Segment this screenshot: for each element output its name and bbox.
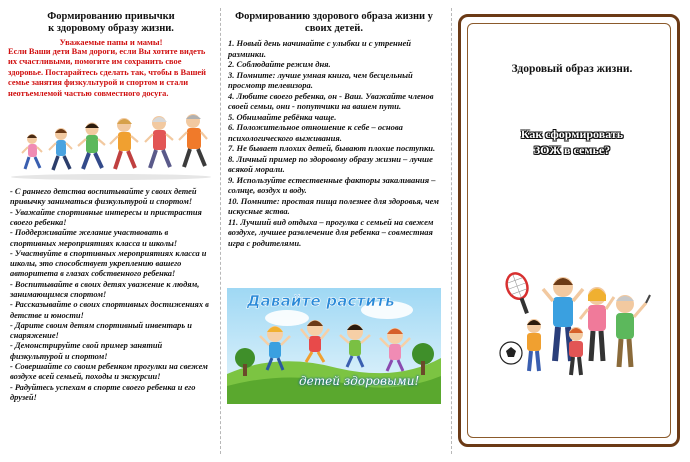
list-item: - Дарите своим детям спортивный инвентарь и снаряжение!: [10, 320, 192, 341]
banner-top-text: Давайте растить: [247, 292, 395, 310]
healthy-tips-list: [222, 38, 446, 248]
intro-text: Если Ваши дети Вам дороги, если Вы хотите видеть их счастливыми, помогите им сохранить свое здоровье. Постарайтесь сделать так, чтобы в Вашей семье занятия физкультурой и спортом и стали неотъемлемой частью совместного досуга.: [8, 47, 206, 98]
fold-line-2: [451, 8, 452, 454]
list-item: 10. Помните: простая пища полезнее для здоровья, чем искусные яства.: [228, 195, 439, 216]
list-item: - Поддерживайте желание участвовать в спортивных мероприятиях класса и школы!: [10, 228, 178, 248]
running-family-illustration: [4, 107, 218, 181]
sport-family-illustration: [495, 267, 655, 387]
panel1-title: [4, 11, 218, 35]
panel1-title-line1: Формированию привычки: [47, 11, 175, 22]
list-item: 9. Используйте естественные факторы закаливания – солнце, воздух и воду.: [228, 174, 436, 195]
healthy-kids-illustration: [227, 288, 441, 404]
left-panel: [4, 0, 218, 462]
fold-line-1: [220, 8, 221, 454]
list-item: 2. Соблюдайте режим дня.: [228, 59, 331, 69]
greeting: Уважаемые папы и мамы!: [59, 37, 163, 47]
list-item: 4. Любите своего ребенка, он - Ваш. Уважайте членов своей семьи, они - попутчики на вашем пути.: [228, 90, 434, 111]
list-item: 5. Обнимайте ребёнка чаще.: [228, 111, 337, 122]
banner-bottom-text: детей здоровыми!: [299, 374, 420, 388]
list-item: - Уважайте спортивные интересы и пристрастия своего ребенка!: [10, 207, 202, 227]
runners-image: [4, 107, 218, 181]
cover-subtitle-line1: Как сформировать: [520, 127, 624, 141]
panel2-title: [222, 11, 446, 35]
list-item: 8. Личный пример по здоровому образу жизни – лучше всякой морали.: [228, 153, 433, 174]
parent-tips-list: [4, 187, 218, 403]
panel1-title-line2: к здоровому образу жизни.: [48, 23, 174, 34]
decorative-frame: [458, 14, 680, 447]
family-sport-image: [495, 267, 655, 387]
list-item: 1. Новый день начинайте с улыбки и с утренней разминки.: [228, 38, 411, 59]
list-item: - Демонстрируйте свой пример занятий физкультурой и спортом!: [10, 341, 163, 361]
cover-title: Здоровый образ жизни.: [511, 63, 633, 75]
list-item: 7. Не бывает плохих детей, бывают плохие поступки.: [228, 143, 436, 153]
list-item: - Воспитывайте в своих детях уважение к людям, занимающимся спортом!: [10, 279, 200, 299]
list-item: 3. Помните: лучше умная книга, чем бесцельный просмотр телевизора.: [228, 69, 413, 90]
list-item: - Рассказывайте о своих спортивных достижениях в детстве и юности!: [10, 300, 209, 320]
list-item: - С раннего детства воспитывайте у своих детей привычку заниматься физкультурой и спортом!: [10, 187, 197, 207]
cover-subtitle-line2: ЗОЖ в семье?: [533, 143, 611, 157]
panel2-title-line2: своих детей.: [305, 23, 363, 34]
list-item: - Совершайте со своим ребенком прогулки на свежем воздухе всей семьей, походы и экскурсии!: [10, 362, 208, 382]
list-item: - Участвуйте в спортивных мероприятиях класса и школы, это способствует укреплению вашего авторитета в глазах собственного ребенка!: [10, 248, 207, 279]
panel2-title-line1: Формированию здорового образа жизни у: [235, 11, 433, 22]
list-item: - Радуйтесь успехам в спорте своего ребенка и его друзей!: [10, 382, 196, 402]
list-item: 6. Положительное отношение к себе – основа психологического выживания.: [228, 122, 403, 143]
list-item: 11. Лучший вид отдыха – прогулка с семьей на свежем воздухе, лучшее развлечение для ребенка – совместная игра с родителями.: [228, 216, 434, 248]
cover-panel: [455, 0, 687, 462]
cover-subtitle: [461, 126, 683, 158]
middle-panel: [222, 0, 446, 462]
